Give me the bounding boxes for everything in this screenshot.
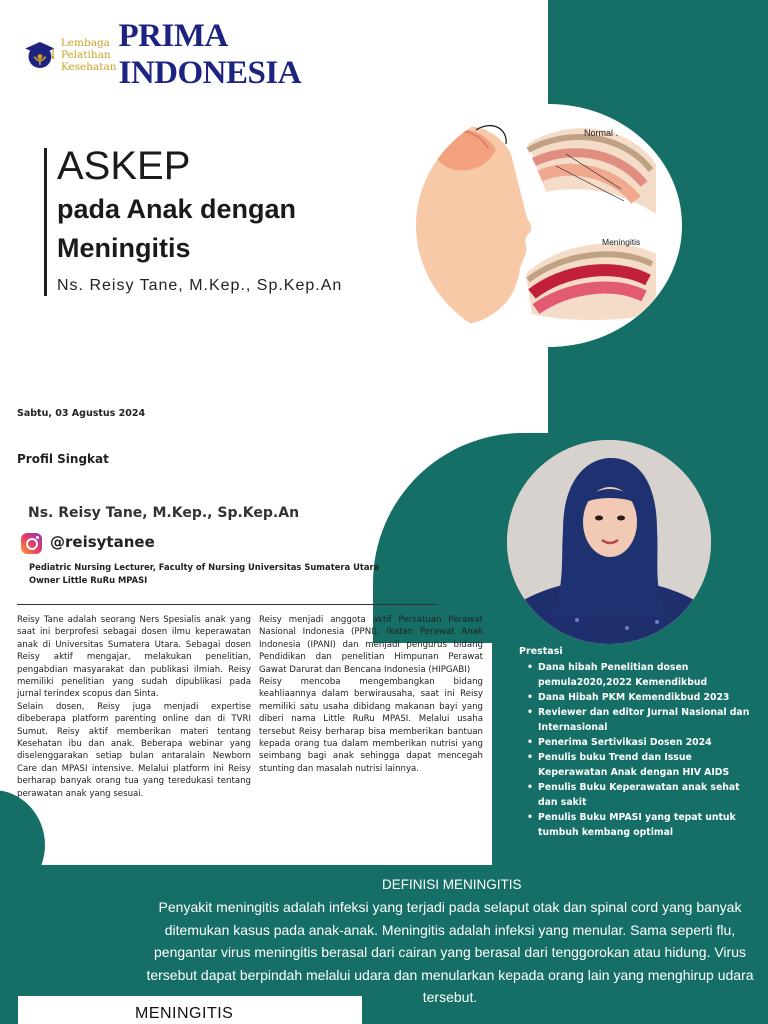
list-item: • Penulis Buku MPASI yang tepat untuk tumbuh kembang optimal: [527, 810, 753, 840]
brand-subtitle-line: Lembaga: [60, 37, 110, 49]
profile-role-line: Pediatric Nursing Lecturer, Faculty of Nursing Universitas Sumatera Utara: [29, 562, 380, 572]
prestasi-list: [527, 660, 753, 840]
profile-name: Ns. Reisy Tane, M.Kep., Sp.Kep.An: [28, 505, 300, 521]
list-item: • Dana hibah Penelitian dosen pemula2020,2022 Kemendikbud: [527, 660, 753, 690]
label-meningitis: Meningitis: [602, 237, 641, 247]
section-divider: [17, 604, 438, 605]
graduation-cap-icon: [22, 33, 58, 77]
list-item: • Penulis buku Trend dan Issue Keperawatan Anak dengan HIV AIDS: [527, 750, 753, 780]
title-author: Ns. Reisy Tane, M.Kep., Sp.Kep.An: [57, 277, 343, 294]
list-item: • Penulis Buku Keperawatan anak sehat dan sakit: [527, 780, 753, 810]
paragraph: Reisy Tane adalah seorang Ners Spesialis anak yang saat ini berprofesi sebagai dosen ilmu keperawatan anak di Universitas Sumatera Utara. Sebagai dosen Reisy aktif mengajar, melakukan penelitian, pengabdian masyarakat dan publikasi ilmiah. Reisy memiliki penelitian yang sudah dipublikasi pada jurnal terindex scopus dan Sinta.: [17, 615, 251, 700]
prestasi-heading: Prestasi: [519, 646, 563, 657]
list-item: • Dana Hibah PKM Kemendikbud 2023: [527, 690, 753, 705]
paragraph: Reisy menjadi anggota aktif Persatuan Perawat Nasional Indonesia (PPNI), Ikatan Perawat Anak Indonesia (IPANI) dan menjadi pengurus bidang Pendidikan dan penelitian Himpunan Perawat Gawat Darurat dan Bencana Indonesia (HIPGABI): [259, 615, 483, 675]
bottom-section-title: MENINGITIS: [135, 1005, 234, 1022]
instagram-icon: [21, 533, 42, 554]
profile-role-line: Owner Little RuRu MPASI: [29, 575, 148, 585]
definition-text: Penyakit meningitis adalah infeksi yang terjadi pada selaput otak dan spinal cord yang banyak ditemukan kasus pada anak-anak. Meningitis adalah infeksi yang menular. Sama seperti flu, pengantar virus meningitis berasal dari cairan yang berasal dari tenggorokan atau hidung. Virus tersebut dapat berpindah melalui udara dan menularkan kepada orang lain yang menghirup udara tersebut.: [146, 899, 754, 1006]
brand-subtitle-line: Pelatihan: [60, 49, 111, 61]
definition-heading: DEFINISI MENINGITIS: [382, 877, 522, 892]
paragraph: Selain dosen, Reisy juga menjadi expertise dibeberapa platform parenting online dan di TVRI Sumut. Reisy aktif memberikan materi tentang Kesehatan ibu dan anak. Beberapa webinar yang diselenggarakan setiap bulan antaralain Newborn Care dan MPASI intensive. Melalui platform ini Reisy berharap banyak orang tua yang teredukasi tentang perawatan anak yang sesuai.: [17, 701, 251, 799]
prestasi-section: [519, 646, 753, 840]
meningitis-diagram-icon: [416, 104, 682, 347]
label-normal: Normal .: [584, 128, 619, 138]
paragraph: Reisy mencoba mengembangkan bidang keahliaannya dalam berwirausaha, saat ini Reisy memiliki satu usaha dibidang makanan bayi yang diberi nama Little RuRu MPASI. Melalui usaha tersebut Reisy berharap bisa memberikan bantuan kepada orang tua dalam memberikan nutrisi yang seimbang bagi anak sehingga dapat mencegah stunting dan masalah nutrisi lainnya.: [259, 677, 483, 774]
page-title: ASKEP: [57, 144, 191, 188]
page-subtitle-line2: Meningitis: [57, 233, 191, 263]
brand-name: PRIMA INDONESIA: [118, 18, 302, 91]
meningitis-illustration: [416, 104, 682, 347]
brand-subtitle-line: Kesehatan: [60, 61, 117, 73]
instagram-handle[interactable]: @reisytanee: [50, 533, 155, 551]
profile-column-left: [17, 614, 251, 800]
brand-logo: [18, 18, 361, 91]
list-item: • Reviewer dan editor Jurnal Nasional dan Internasional: [527, 705, 753, 735]
title-accent-bar: [44, 148, 47, 296]
profile-heading: Profil Singkat: [17, 452, 109, 466]
list-item: • Penerima Sertivikasi Dosen 2024: [527, 735, 753, 750]
page-subtitle-line1: pada Anak dengan: [57, 194, 297, 224]
author-portrait: [507, 440, 711, 644]
profile-role: [29, 561, 379, 587]
brand-subtitle: [61, 37, 117, 73]
portrait-icon: [507, 440, 711, 644]
publish-date: Sabtu, 03 Agustus 2024: [17, 408, 146, 419]
profile-column-right: [259, 614, 483, 775]
